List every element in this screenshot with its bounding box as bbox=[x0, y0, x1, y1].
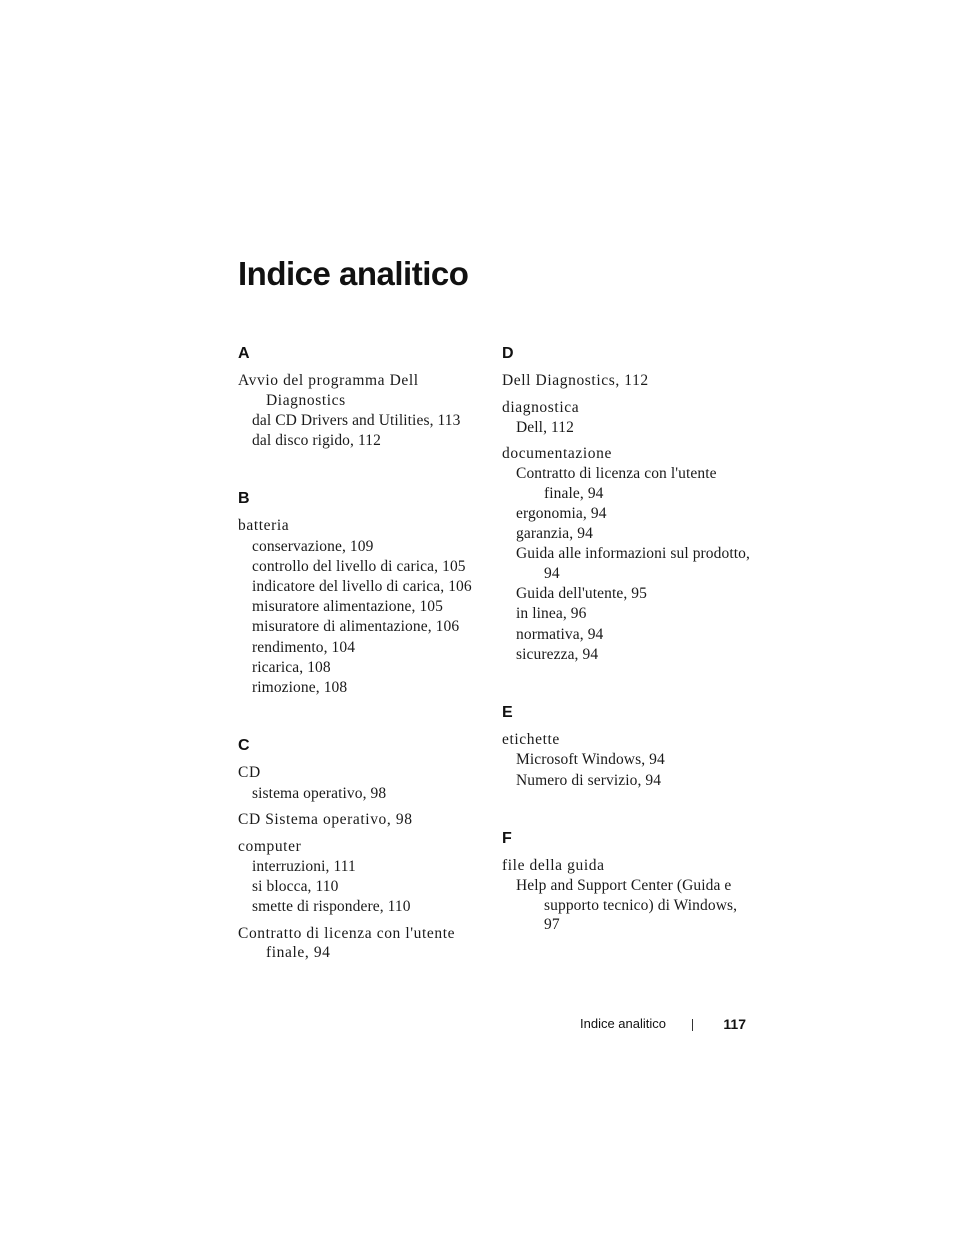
entry-subterm: sicurezza, 94 bbox=[516, 645, 599, 663]
footer-title: Indice analitico bbox=[580, 1016, 666, 1031]
index-section bbox=[238, 488, 488, 697]
index-entry bbox=[238, 837, 488, 917]
entry-term: Dell Diagnostics, 112 bbox=[502, 372, 649, 389]
index-entry bbox=[238, 516, 488, 697]
entry-subterm: smette di rispondere, 110 bbox=[252, 898, 411, 916]
entry-term: Contratto di licenza con l'utente finale, 94 bbox=[238, 924, 456, 962]
index-entry bbox=[238, 924, 488, 963]
section-letter: F bbox=[502, 830, 512, 848]
index-entry bbox=[238, 810, 488, 830]
entry-term: etichette bbox=[502, 731, 560, 749]
entry-term: CD bbox=[238, 764, 261, 782]
entry-subterm: dal CD Drivers and Utilities, 113 bbox=[252, 411, 461, 429]
entry-subterm: ergonomia, 94 bbox=[516, 505, 607, 523]
index-section bbox=[502, 343, 752, 664]
entry-subterm: rendimento, 104 bbox=[252, 638, 356, 656]
entry-subterm: indicatore del livello di carica, 106 bbox=[252, 577, 472, 595]
entry-term: file della guida bbox=[502, 857, 605, 875]
entry-subterm: ricarica, 108 bbox=[252, 658, 331, 676]
page-title: Indice analitico bbox=[238, 255, 469, 292]
entry-subterm: Guida alle informazioni sul prodotto, 94 bbox=[516, 545, 750, 582]
entry-subterm: normativa, 94 bbox=[516, 625, 604, 643]
section-letter: C bbox=[238, 737, 250, 755]
entry-subterm: interruzioni, 111 bbox=[252, 857, 356, 875]
section-letter: D bbox=[502, 345, 514, 362]
entry-subterm: misuratore di alimentazione, 106 bbox=[252, 618, 460, 636]
entry-subterm: Microsoft Windows, 94 bbox=[516, 751, 665, 769]
page-number: 117 bbox=[723, 1016, 746, 1032]
page-footer bbox=[580, 1014, 746, 1034]
index-entry bbox=[502, 730, 752, 790]
index-entry bbox=[238, 763, 488, 803]
index-section bbox=[238, 735, 488, 962]
index-section bbox=[502, 702, 752, 790]
index-entry bbox=[238, 371, 488, 450]
entry-term: documentazione bbox=[502, 445, 612, 463]
entry-subterm: misuratore alimentazione, 105 bbox=[252, 598, 443, 616]
entry-subterm: sistema operativo, 98 bbox=[252, 784, 387, 802]
entry-term: batteria bbox=[238, 517, 290, 535]
entry-subterm: garanzia, 94 bbox=[516, 525, 593, 543]
section-letter: B bbox=[238, 490, 250, 508]
index-column-right bbox=[502, 343, 752, 942]
entry-subterm: rimozione, 108 bbox=[252, 678, 348, 696]
entry-subterm: controllo del livello di carica, 105 bbox=[252, 557, 466, 575]
entry-subterm: si blocca, 110 bbox=[252, 877, 339, 895]
entry-term: computer bbox=[238, 837, 302, 855]
index-entry bbox=[502, 856, 752, 935]
footer-divider bbox=[692, 1019, 693, 1031]
section-letter: A bbox=[238, 345, 250, 362]
index-section bbox=[502, 828, 752, 935]
entry-subterm: Contratto di licenza con l'utente finale, 94 bbox=[516, 465, 717, 502]
index-section bbox=[238, 343, 488, 450]
section-letter: E bbox=[502, 704, 513, 722]
entry-subterm: Numero di servizio, 94 bbox=[516, 771, 662, 789]
entry-subterm: Help and Support Center (Guida e supporto tecnico) di Windows, 97 bbox=[516, 877, 738, 934]
entry-subterm: in linea, 96 bbox=[516, 605, 587, 623]
index-column-left bbox=[238, 343, 488, 970]
index-entry bbox=[502, 398, 752, 438]
entry-term: diagnostica bbox=[502, 398, 580, 416]
entry-subterm: conservazione, 109 bbox=[252, 537, 374, 555]
index-entry bbox=[502, 371, 752, 391]
entry-term: CD Sistema operativo, 98 bbox=[238, 811, 413, 829]
entry-subterm: Guida dell'utente, 95 bbox=[516, 585, 648, 603]
entry-term: Avvio del programma Dell Diagnostics bbox=[238, 372, 419, 409]
entry-subterm: Dell, 112 bbox=[516, 418, 575, 436]
entry-subterm: dal disco rigido, 112 bbox=[252, 431, 381, 449]
index-entry bbox=[502, 444, 752, 664]
